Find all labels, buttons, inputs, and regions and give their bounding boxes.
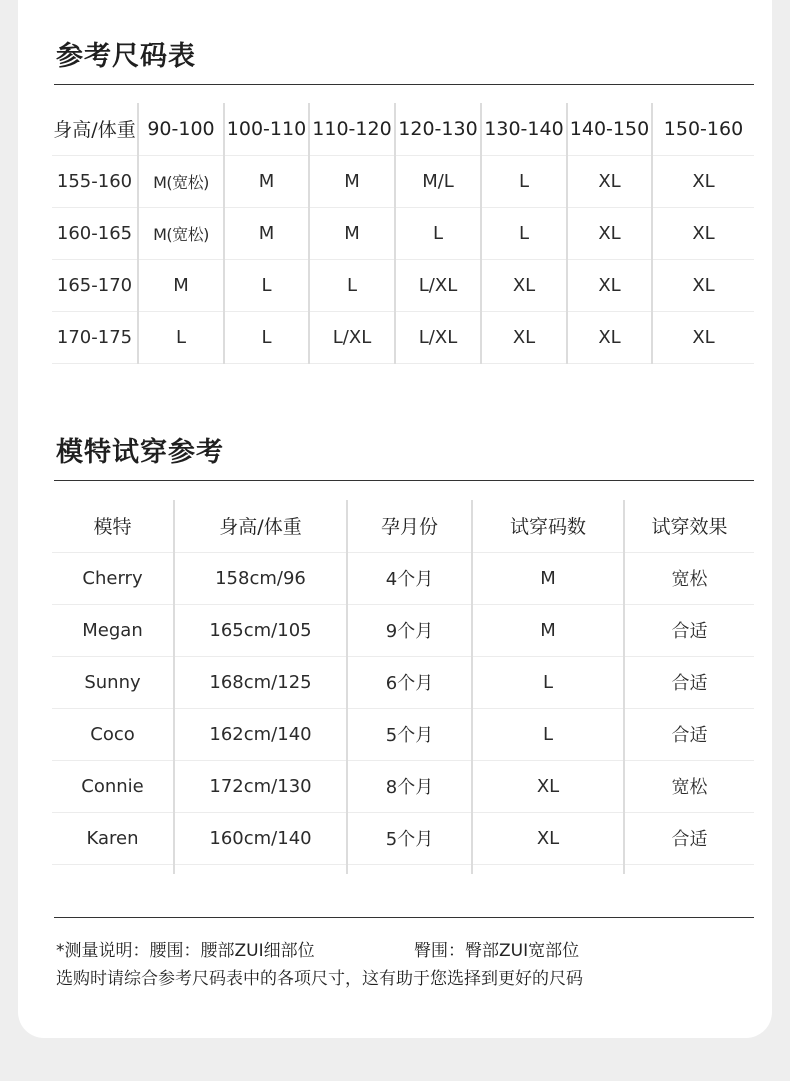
size-table-cell: M — [224, 207, 309, 259]
size-table-cell: M — [224, 155, 309, 207]
model-table-cell: Karen — [52, 812, 174, 864]
size-table-header-cell: 150-160 — [652, 103, 754, 155]
size-table-cell: L/XL — [395, 311, 481, 363]
model-spacer-cell — [347, 864, 472, 874]
model-table-cell: 宽松 — [624, 552, 754, 604]
model-title-divider — [54, 480, 754, 481]
size-table-cell: L — [481, 155, 567, 207]
model-table-header-cell: 试穿效果 — [624, 500, 754, 552]
size-table-cell: XL — [567, 155, 652, 207]
model-table-cell: L — [472, 656, 624, 708]
size-table-header-cell: 90-100 — [138, 103, 224, 155]
model-table-cell: 合适 — [624, 812, 754, 864]
model-table-row — [52, 812, 754, 864]
model-table-cell: 合适 — [624, 656, 754, 708]
size-table-header-cell: 110-120 — [309, 103, 395, 155]
size-title-divider — [54, 84, 754, 85]
size-table-cell: L — [224, 259, 309, 311]
size-table-cell: XL — [652, 311, 754, 363]
size-table-cell: M — [138, 259, 224, 311]
size-table-cell: XL — [481, 259, 567, 311]
size-table-cell: L — [395, 207, 481, 259]
model-table-cell: 162cm/140 — [174, 708, 347, 760]
size-table-cell: M/L — [395, 155, 481, 207]
size-table-cell: L — [481, 207, 567, 259]
size-table-cell: L/XL — [395, 259, 481, 311]
model-table-cell: Cherry — [52, 552, 174, 604]
size-table-cell: 165-170 — [52, 259, 138, 311]
model-table-cell: XL — [472, 760, 624, 812]
size-table-cell: XL — [567, 259, 652, 311]
note-advice: 选购时请综合参考尺码表中的各项尺寸，这有助于您选择到更好的尺码 — [56, 969, 583, 989]
model-table — [52, 500, 754, 874]
notes-divider — [54, 917, 754, 918]
model-table-cell: 宽松 — [624, 760, 754, 812]
model-table-header-cell: 试穿码数 — [472, 500, 624, 552]
model-table-cell: 4个月 — [347, 552, 472, 604]
model-table-row — [52, 708, 754, 760]
model-table-cell: 合适 — [624, 708, 754, 760]
model-table-cell: 5个月 — [347, 812, 472, 864]
size-table-cell: 155-160 — [52, 155, 138, 207]
model-table-row — [52, 604, 754, 656]
size-table-cell: XL — [567, 311, 652, 363]
size-table-cell: L — [224, 311, 309, 363]
size-table-cell: XL — [567, 207, 652, 259]
size-table-cell: M — [309, 155, 395, 207]
size-table-header-cell: 100-110 — [224, 103, 309, 155]
model-table-cell: M — [472, 604, 624, 656]
size-table-cell: M — [309, 207, 395, 259]
size-table-cell: L/XL — [309, 311, 395, 363]
model-table-title: 模特试穿参考 — [56, 437, 224, 468]
model-table-cell: Coco — [52, 708, 174, 760]
model-table-cell: L — [472, 708, 624, 760]
model-table-header-cell: 模特 — [52, 500, 174, 552]
model-table-cell: M — [472, 552, 624, 604]
model-table-cell: 8个月 — [347, 760, 472, 812]
model-spacer-cell — [174, 864, 347, 874]
note-hip: 臀围：臀部ZUI宽部位 — [414, 941, 580, 961]
model-table-cell: 158cm/96 — [174, 552, 347, 604]
model-table-header-cell: 身高/体重 — [174, 500, 347, 552]
size-table-title: 参考尺码表 — [56, 41, 196, 72]
size-guide-card — [18, 0, 772, 1038]
model-table-cell: 160cm/140 — [174, 812, 347, 864]
model-table-cell: 165cm/105 — [174, 604, 347, 656]
size-table-cell: 160-165 — [52, 207, 138, 259]
size-table-cell: XL — [652, 207, 754, 259]
size-table-header-cell: 120-130 — [395, 103, 481, 155]
model-table-cell: 9个月 — [347, 604, 472, 656]
model-table-row — [52, 760, 754, 812]
model-table-header-row — [52, 500, 754, 552]
size-table-cell: 170-175 — [52, 311, 138, 363]
model-table-row — [52, 552, 754, 604]
model-table-row — [52, 656, 754, 708]
model-table-cell: XL — [472, 812, 624, 864]
model-table-cell: 168cm/125 — [174, 656, 347, 708]
size-table-header-cell: 130-140 — [481, 103, 567, 155]
model-table-cell: 172cm/130 — [174, 760, 347, 812]
model-table-cell: 5个月 — [347, 708, 472, 760]
size-table-cell: XL — [652, 259, 754, 311]
model-table-bottom-spacer — [52, 864, 754, 874]
model-table-cell: Megan — [52, 604, 174, 656]
model-table-cell: Connie — [52, 760, 174, 812]
size-table-row — [52, 259, 754, 311]
model-spacer-cell — [624, 864, 754, 874]
size-table-row — [52, 311, 754, 363]
size-table-cell: XL — [481, 311, 567, 363]
size-table-row — [52, 155, 754, 207]
size-table-header-cell: 140-150 — [567, 103, 652, 155]
size-table-cell: L — [138, 311, 224, 363]
size-table-row — [52, 207, 754, 259]
size-table-cell: L — [309, 259, 395, 311]
model-table-cell: 6个月 — [347, 656, 472, 708]
size-table-header-row — [52, 103, 754, 155]
size-table-cell: XL — [652, 155, 754, 207]
model-table-cell: 合适 — [624, 604, 754, 656]
size-table — [52, 103, 754, 364]
size-table-cell: M(宽松) — [138, 207, 224, 259]
model-spacer-cell — [52, 864, 174, 874]
model-table-header-cell: 孕月份 — [347, 500, 472, 552]
size-table-header-cell: 身高/体重 — [52, 103, 138, 155]
size-table-cell: M(宽松) — [138, 155, 224, 207]
note-waist: *测量说明：腰围：腰部ZUI细部位 — [56, 941, 315, 961]
model-table-cell: Sunny — [52, 656, 174, 708]
model-spacer-cell — [472, 864, 624, 874]
